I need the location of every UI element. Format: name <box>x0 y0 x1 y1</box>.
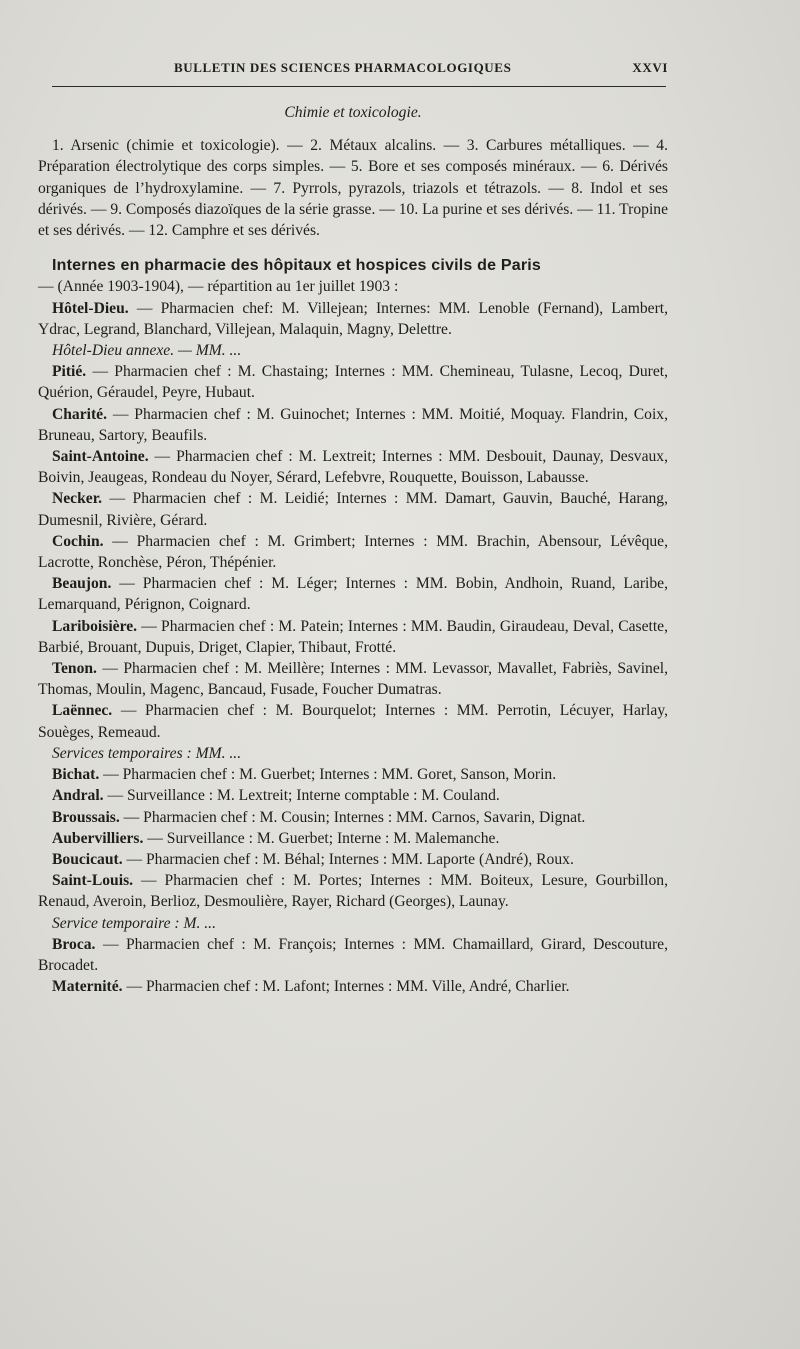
section-text: — Pharmacien chef: M. Villejean; Internes: MM. Lenoble (Fernand), Lambert, Ydrac, Legrand, Blanchard, Villejean, Malaquin, Magny, Delettre. <box>38 299 668 338</box>
section-text: — Surveillance : M. Guerbet; Interne : M. Malemanche. <box>143 829 500 847</box>
section-text: — Pharmacien chef : M. Portes; Internes : MM. Boiteux, Lesure, Gourbillon, Renaud, Averoin, Berlioz, Desmoulière, Rayer, Richard (Georges), Launay. <box>38 872 668 911</box>
hospital-name: Saint-Louis. <box>52 872 134 890</box>
section-text: — Pharmacien chef : M. Meillère; Internes : MM. Levassor, Mavallet, Fabriès, Savinel, Thomas, Moulin, Magenc, Bancaud, Fusade, Foucher Dumatras. <box>38 660 668 699</box>
page-number: XXVI <box>632 60 668 75</box>
hospital-name: Maternité. <box>52 978 123 996</box>
hospital-name: Beaujon. <box>52 575 112 593</box>
section-text: — Pharmacien chef : M. Lafont; Internes : MM. Ville, André, Charlier. <box>122 978 570 996</box>
hospital-name: Lariboisière. <box>52 617 138 635</box>
section-text: — Pharmacien chef : M. Grimbert; Internes : MM. Brachin, Abensour, Lévêque, Lacrotte, Ronchèse, Péron, Thépénier. <box>38 532 668 572</box>
section-paragraph <box>38 743 668 764</box>
section-paragraph <box>38 849 668 870</box>
section-paragraph <box>38 764 668 785</box>
hospital-name: Hôtel-Dieu. <box>52 299 129 317</box>
section-paragraph <box>38 828 668 849</box>
section-paragraph <box>38 361 668 403</box>
section-paragraph <box>38 807 668 828</box>
section-text: — Pharmacien chef : M. Guerbet; Internes : MM. Goret, Sanson, Morin. <box>99 766 557 784</box>
hospital-name: Broca. <box>52 935 96 953</box>
journal-title: BULLETIN DES SCIENCES PHARMACOLOGIQUES <box>174 60 512 75</box>
section-text: — Pharmacien chef : M. Béhal; Internes : MM. Laporte (André), Roux. <box>122 850 574 868</box>
section-text: — Pharmacien chef : M. Chastaing; Internes : MM. Chemineau, Tulasne, Lecoq, Duret, Quérion, Géraudel, Peyre, Hubaut. <box>38 363 668 402</box>
section-paragraph <box>38 913 668 934</box>
spacer <box>38 241 668 255</box>
chimie-paragraph: 1. Arsenic (chimie et toxicologie). — 2. Métaux alcalins. — 3. Carbures métalliques. — 4. Préparation électrolytique des corps simples. — 5. Bore et ses composés minéraux. — 6. Dérivés organiques de l’hydroxylamine. — 7. Pyrrols, pyrazols, triazols et tétrazols. — 8. Indol et ses dérivés. — 9. Composés diazoïques de la série grasse. — 10. La purine et ses dérivés. — 11. Tropine et ses dérivés. — 12. Camphre et ses dérivés. <box>38 137 668 240</box>
hospital-name: Necker. <box>52 490 103 508</box>
section-text: — Pharmacien chef : M. Bourquelot; Internes : MM. Perrotin, Lécuyer, Harlay, Souèges, Remeaud. <box>38 702 668 741</box>
spacer <box>38 123 668 135</box>
hospital-name: Broussais. <box>52 808 120 826</box>
section-text: — Pharmacien chef : M. Patein; Internes : MM. Baudin, Giraudeau, Deval, Casette, Barbié, Brouant, Dupuis, Driget, Clapier, Thibaut, Frotté. <box>38 617 668 656</box>
hospital-name: Pitié. <box>52 363 87 381</box>
section-text: — Pharmacien chef : M. Lextreit; Internes : MM. Desbouit, Daunay, Desvaux, Boivin, Jeaugeas, Rondeau du Noyer, Sérard, Lefebvre, Rouquette, Bouisson, Labausse. <box>38 448 668 487</box>
section-paragraph <box>38 446 668 488</box>
section-text: Service temporaire : M. ... <box>52 914 216 932</box>
section-paragraph <box>38 700 668 742</box>
section-paragraph <box>38 934 668 976</box>
section-paragraph <box>38 870 668 912</box>
internes-heading: Internes en pharmacie des hôpitaux et hospices civils de Paris <box>52 257 542 275</box>
section-text: — Surveillance : M. Lextreit; Interne comptable : M. Couland. <box>103 787 500 805</box>
section-text: Hôtel-Dieu annexe. — MM. ... <box>52 342 242 360</box>
internes-subheading: — (Année 1903-1904), — répartition au 1er juillet 1903 : <box>38 278 399 296</box>
section-paragraph <box>38 658 668 700</box>
section-text: Services temporaires : MM. ... <box>52 744 242 762</box>
section-text: — Pharmacien chef : M. Guinochet; Internes : MM. Moitié, Moquay. Flandrin, Coix, Bruneau, Sartory, Beaufils. <box>38 405 668 444</box>
section-text: — Pharmacien chef : M. François; Internes : MM. Chamaillard, Girard, Descouture, Brocadet. <box>38 935 668 974</box>
hospital-name: Charité. <box>52 405 107 423</box>
hospital-name: Saint-Antoine. <box>52 448 149 466</box>
section-heading-chimie: Chimie et toxicologie. <box>284 104 422 121</box>
section-paragraph <box>38 976 668 997</box>
hospital-name: Andral. <box>52 787 104 805</box>
hospital-name: Bichat. <box>52 766 100 784</box>
hospital-name: Tenon. <box>52 660 97 678</box>
hospital-name: Cochin. <box>52 532 104 550</box>
hospital-name: Laënnec. <box>52 702 113 720</box>
section-text: — Pharmacien chef : M. Leidié; Internes : MM. Damart, Gauvin, Bauché, Harang, Dumesnil, Rivière, Gérard. <box>38 490 668 529</box>
section-text: — Pharmacien chef : M. Cousin; Internes : MM. Carnos, Savarin, Dignat. <box>119 808 586 826</box>
section-paragraph <box>38 488 668 530</box>
hospital-name: Aubervilliers. <box>52 829 144 847</box>
running-header <box>52 60 668 80</box>
section-paragraph <box>38 340 668 361</box>
section-text: — Pharmacien chef : M. Léger; Internes : MM. Bobin, Andhoin, Ruand, Laribe, Lemarquand, Pérignon, Coignard. <box>38 575 668 614</box>
section-paragraph <box>38 404 668 446</box>
section-paragraph <box>38 616 668 658</box>
section-paragraph <box>38 531 668 573</box>
header-rule <box>52 86 666 87</box>
hospital-name: Boucicaut. <box>52 850 123 868</box>
section-paragraph <box>38 573 668 615</box>
section-paragraph <box>38 785 668 806</box>
page-body <box>38 102 668 997</box>
section-paragraph <box>38 298 668 340</box>
